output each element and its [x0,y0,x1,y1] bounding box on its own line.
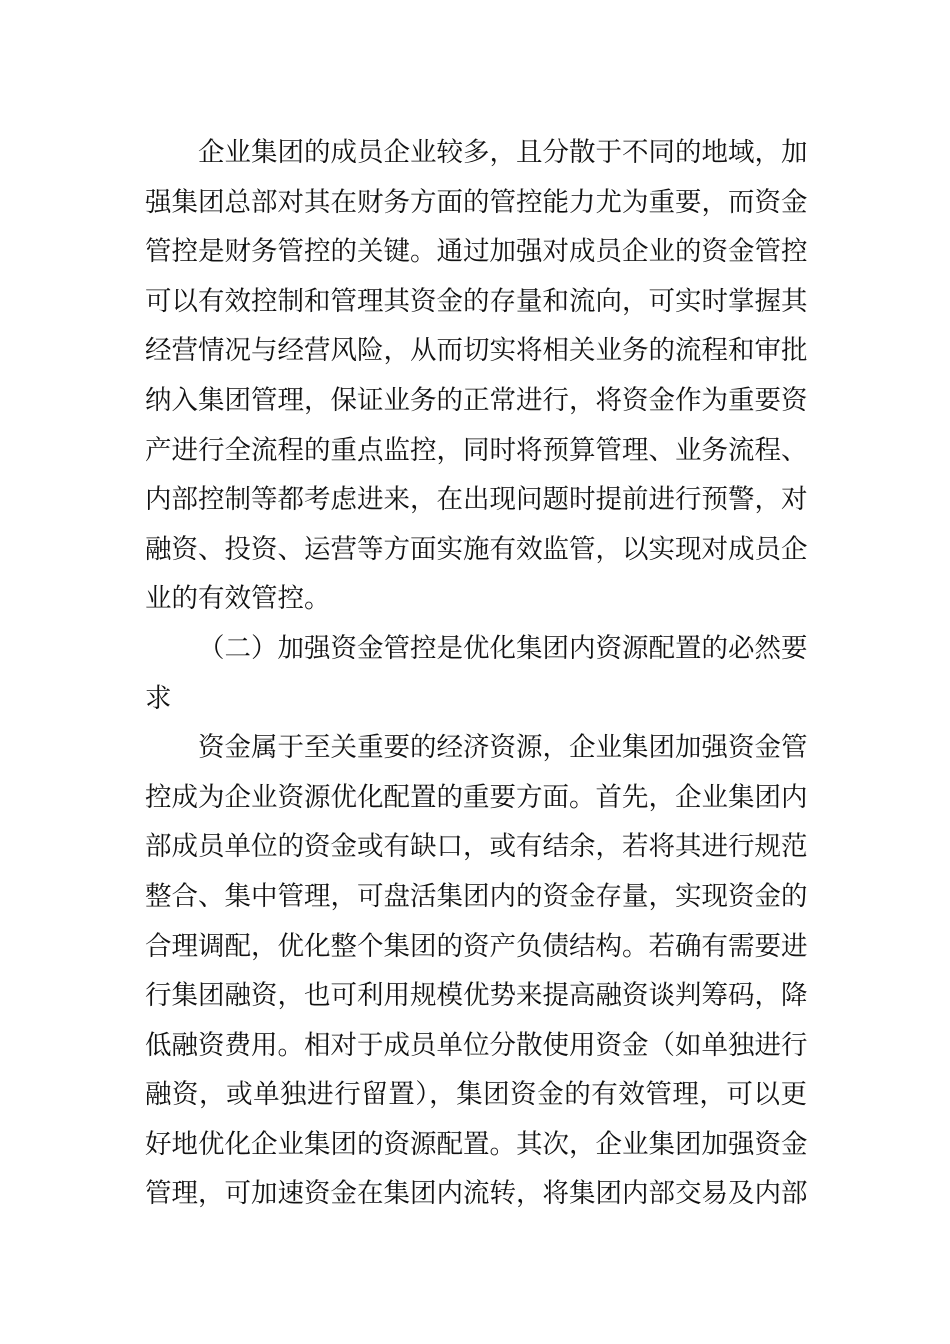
document-page [145,128,807,1219]
text-line: 经营情况与经营风险，从而切实将相关业务的流程和审批 [145,335,808,367]
text-line: 内部控制等都考虑进来，在出现问题时提前进行预警，对 [145,484,808,516]
text-line: 部成员单位的资金或有缺口，或有结余，若将其进行规范 [145,831,808,863]
text-line: 可以有效控制和管理其资金的存量和流向，可实时掌握其 [145,285,808,317]
text-line: 企业集团的成员企业较多，且分散于不同的地域，加 [198,137,808,168]
heading-line: （二）加强资金管控是优化集团内资源配置的必然要 [198,632,808,664]
text-line: 融资、投资、运营等方面实施有效监管，以实现对成员企 [145,533,808,565]
text-line: 合理调配，优化整个集团的资产负债结构。若确有需要进 [145,930,808,962]
paragraph-1 [145,128,807,624]
text-line: 好地优化企业集团的资源配置。其次，企业集团加强资金 [145,1128,808,1160]
paragraph-2 [145,723,807,1219]
text-line: 行集团融资，也可利用规模优势来提高融资谈判筹码，降 [145,980,808,1012]
heading-line: 求 [145,682,172,714]
text-line: 控成为企业资源优化配置的重要方面。首先，企业集团内 [145,781,808,813]
section-heading [145,624,807,723]
text-line: 管理，可加速资金在集团内流转，将集团内部交易及内部 [145,1178,808,1210]
text-line: 强集团总部对其在财务方面的管控能力尤为重要，而资金 [145,186,808,218]
text-line: 业的有效管控。 [145,583,331,615]
text-line: 纳入集团管理，保证业务的正常进行，将资金作为重要资 [145,384,808,416]
text-line: 管控是财务管控的关键。通过加强对成员企业的资金管控 [145,236,808,268]
text-line: 融资，或单独进行留置），集团资金的有效管理，可以更 [145,1079,807,1111]
text-line: 整合、集中管理，可盘活集团内的资金存量，实现资金的 [145,880,808,912]
text-line: 低融资费用。相对于成员单位分散使用资金（如单独进行 [145,1029,808,1061]
text-line: 资金属于至关重要的经济资源，企业集团加强资金管 [198,732,808,764]
text-line: 产进行全流程的重点监控，同时将预算管理、业务流程、 [145,434,808,466]
